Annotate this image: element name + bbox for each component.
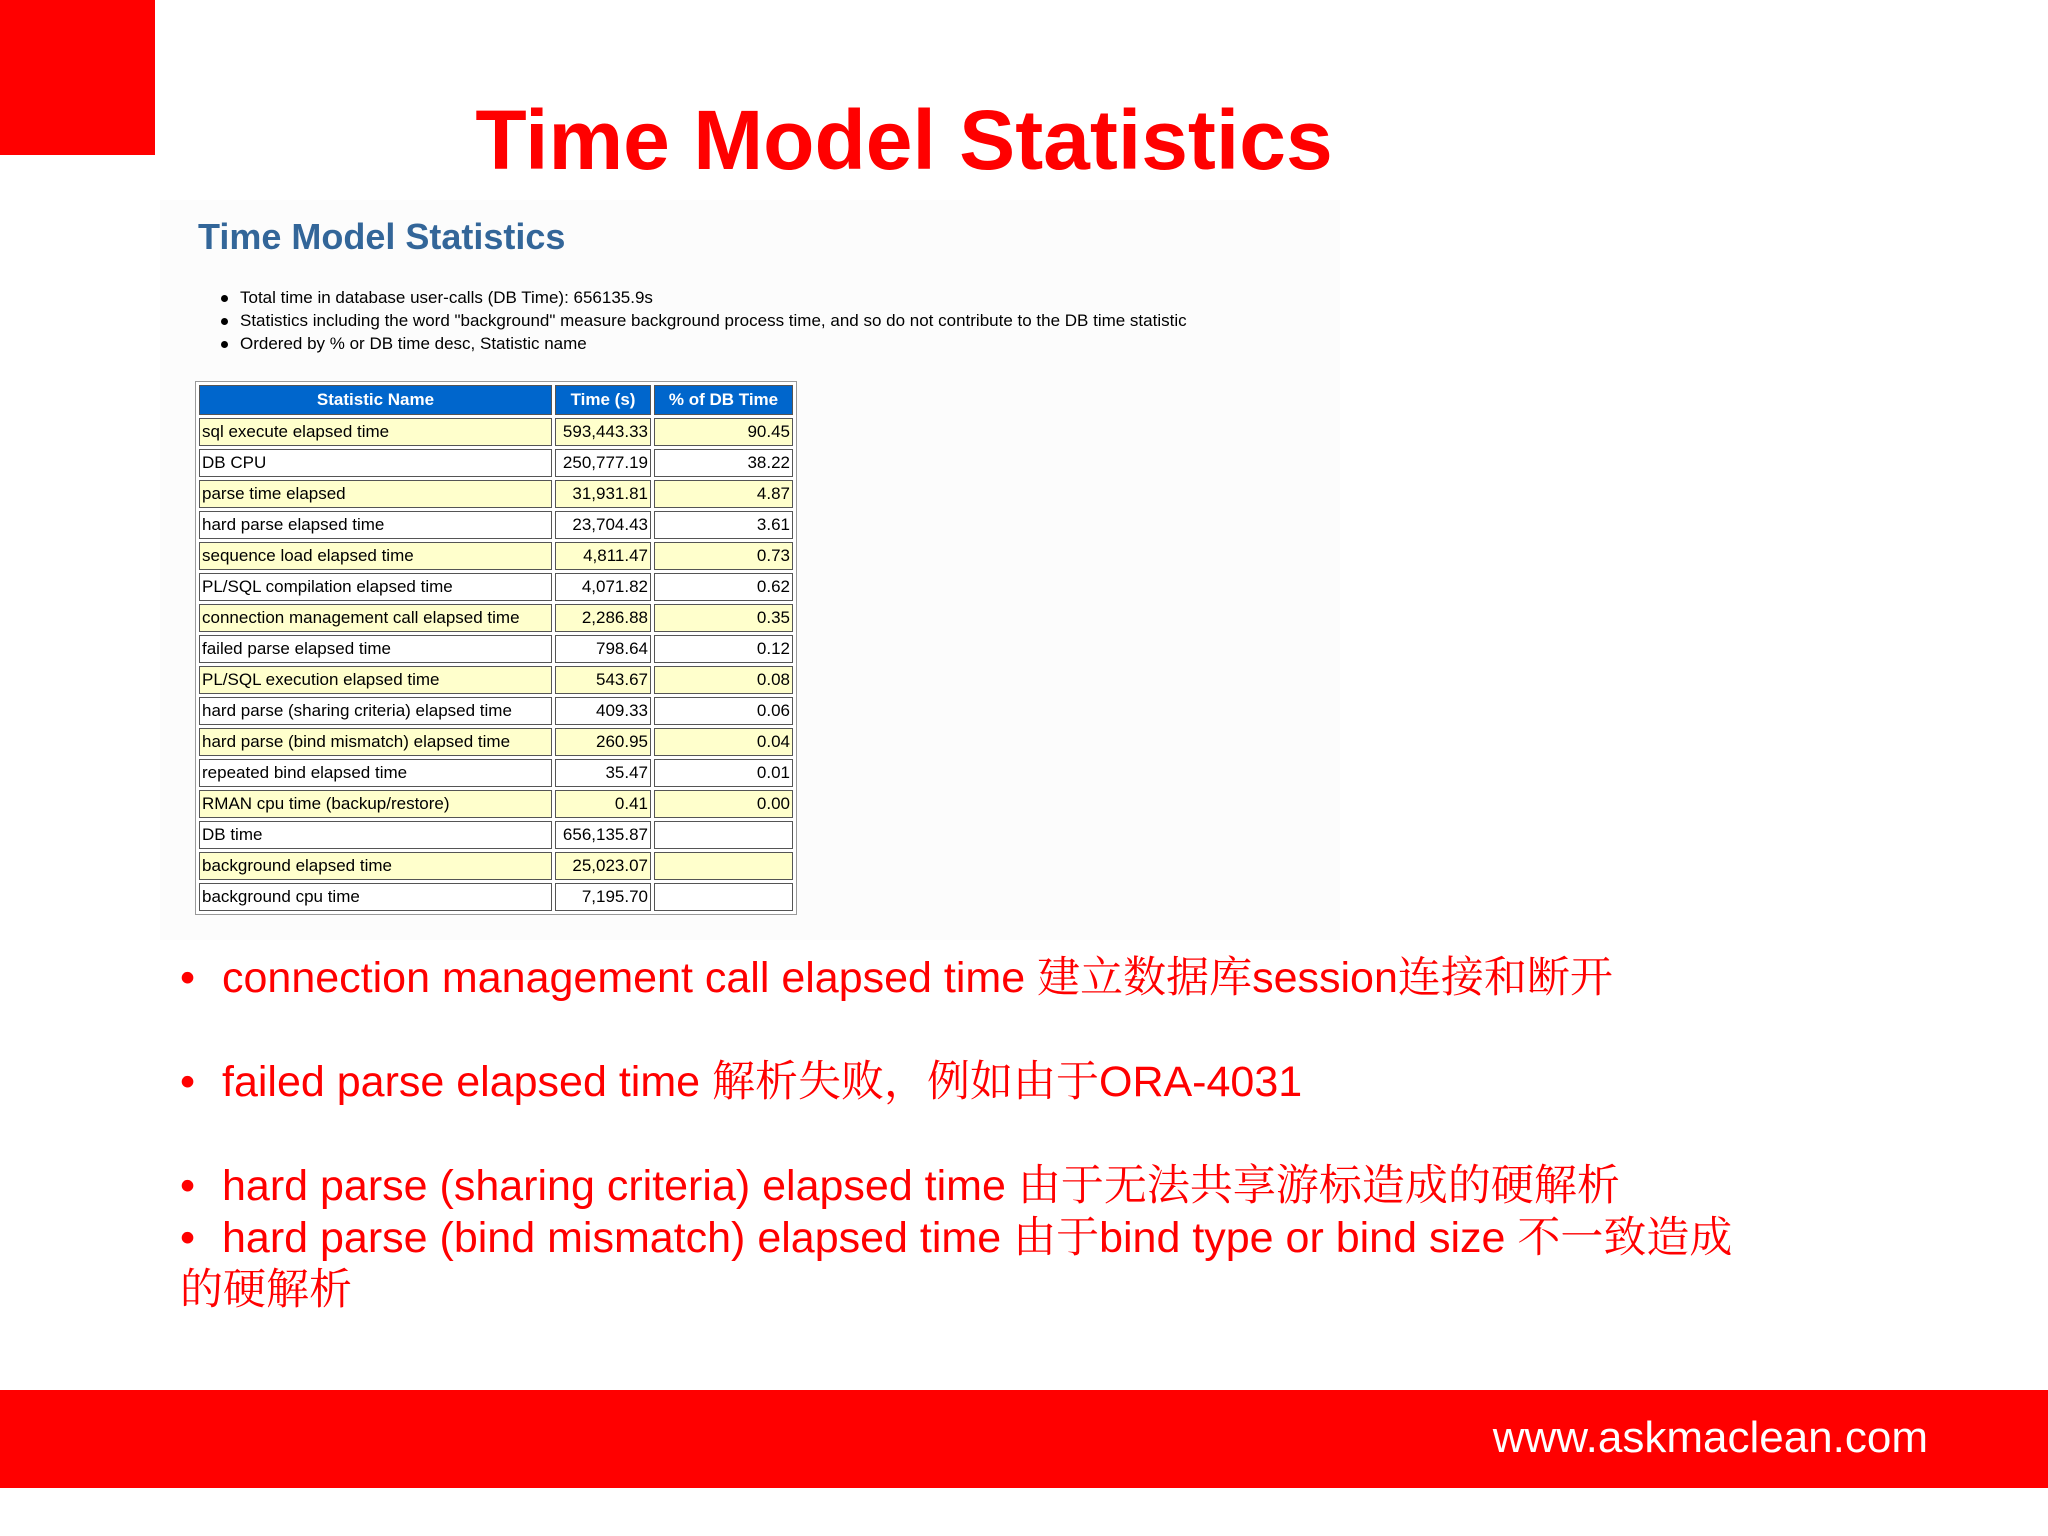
table-row bbox=[199, 759, 793, 787]
slide-title: Time Model Statistics bbox=[475, 93, 1333, 187]
report-note: Statistics including the word "background" measure background process time, and so do not contribute to the DB time statistic bbox=[218, 309, 1187, 332]
column-header-time: Time (s) bbox=[555, 385, 651, 415]
bullet-marker: • bbox=[180, 1058, 196, 1106]
table-row bbox=[199, 821, 793, 849]
bullet-marker: • bbox=[180, 954, 196, 1002]
statistic-name-cell: background cpu time bbox=[199, 883, 552, 911]
time-cell: 4,811.47 bbox=[555, 542, 651, 570]
statistic-name-cell: RMAN cpu time (backup/restore) bbox=[199, 790, 552, 818]
time-cell: 23,704.43 bbox=[555, 511, 651, 539]
table-row bbox=[199, 418, 793, 446]
pct-db-time-cell: 3.61 bbox=[654, 511, 793, 539]
bullet-item bbox=[180, 1160, 1740, 1212]
pct-db-time-cell: 4.87 bbox=[654, 480, 793, 508]
time-cell: 250,777.19 bbox=[555, 449, 651, 477]
statistic-name-cell: parse time elapsed bbox=[199, 480, 552, 508]
pct-db-time-cell: 0.01 bbox=[654, 759, 793, 787]
pct-db-time-cell: 0.00 bbox=[654, 790, 793, 818]
statistic-name-cell: failed parse elapsed time bbox=[199, 635, 552, 663]
pct-db-time-cell: 0.08 bbox=[654, 666, 793, 694]
statistic-name-cell: connection management call elapsed time bbox=[199, 604, 552, 632]
statistic-name-cell: hard parse (bind mismatch) elapsed time bbox=[199, 728, 552, 756]
pct-db-time-cell bbox=[654, 821, 793, 849]
bullet-text: hard parse (sharing criteria) elapsed time 由于无法共享游标造成的硬解析 bbox=[222, 1162, 1620, 1210]
pct-db-time-cell: 38.22 bbox=[654, 449, 793, 477]
pct-db-time-cell: 0.06 bbox=[654, 697, 793, 725]
table-row bbox=[199, 697, 793, 725]
statistic-name-cell: PL/SQL compilation elapsed time bbox=[199, 573, 552, 601]
statistic-name-cell: hard parse elapsed time bbox=[199, 511, 552, 539]
statistic-name-cell: repeated bind elapsed time bbox=[199, 759, 552, 787]
report-notes bbox=[218, 286, 1187, 355]
pct-db-time-cell bbox=[654, 852, 793, 880]
statistic-name-cell: hard parse (sharing criteria) elapsed time bbox=[199, 697, 552, 725]
table-row bbox=[199, 728, 793, 756]
explanation-bullets bbox=[180, 952, 1740, 1316]
table-row bbox=[199, 480, 793, 508]
bullet-item bbox=[180, 952, 1740, 1004]
time-cell: 7,195.70 bbox=[555, 883, 651, 911]
table-row bbox=[199, 883, 793, 911]
bullet-marker: • bbox=[180, 1162, 196, 1210]
statistic-name-cell: DB time bbox=[199, 821, 552, 849]
bullet-item bbox=[180, 1056, 1740, 1108]
column-header-pct-db-time: % of DB Time bbox=[654, 385, 793, 415]
pct-db-time-cell: 90.45 bbox=[654, 418, 793, 446]
time-cell: 0.41 bbox=[555, 790, 651, 818]
pct-db-time-cell: 0.62 bbox=[654, 573, 793, 601]
statistic-name-cell: sequence load elapsed time bbox=[199, 542, 552, 570]
statistic-name-cell: background elapsed time bbox=[199, 852, 552, 880]
bullet-text: connection management call elapsed time 建立数据库session连接和断开 bbox=[222, 954, 1613, 1002]
report-screenshot bbox=[160, 200, 1340, 940]
table-row bbox=[199, 852, 793, 880]
table-row bbox=[199, 449, 793, 477]
pct-db-time-cell: 0.04 bbox=[654, 728, 793, 756]
pct-db-time-cell: 0.73 bbox=[654, 542, 793, 570]
bullet-item bbox=[180, 1212, 1740, 1316]
time-cell: 31,931.81 bbox=[555, 480, 651, 508]
table-row bbox=[199, 511, 793, 539]
bullet-text: failed parse elapsed time 解析失败，例如由于ORA-4031 bbox=[222, 1058, 1303, 1106]
column-header-statistic-name: Statistic Name bbox=[199, 385, 552, 415]
time-model-table bbox=[195, 381, 797, 915]
pct-db-time-cell: 0.12 bbox=[654, 635, 793, 663]
report-note: Total time in database user-calls (DB Time): 656135.9s bbox=[218, 286, 1187, 309]
statistic-name-cell: PL/SQL execution elapsed time bbox=[199, 666, 552, 694]
time-cell: 4,071.82 bbox=[555, 573, 651, 601]
table-row bbox=[199, 635, 793, 663]
time-cell: 2,286.88 bbox=[555, 604, 651, 632]
time-cell: 35.47 bbox=[555, 759, 651, 787]
time-cell: 593,443.33 bbox=[555, 418, 651, 446]
table-row bbox=[199, 666, 793, 694]
table-header-row bbox=[199, 385, 793, 415]
table-row bbox=[199, 790, 793, 818]
time-cell: 656,135.87 bbox=[555, 821, 651, 849]
time-cell: 409.33 bbox=[555, 697, 651, 725]
table-row bbox=[199, 573, 793, 601]
statistic-name-cell: sql execute elapsed time bbox=[199, 418, 552, 446]
bullet-text: hard parse (bind mismatch) elapsed time 由于bind type or bind size 不一致造成的硬解析 bbox=[180, 1214, 1733, 1314]
time-cell: 798.64 bbox=[555, 635, 651, 663]
time-cell: 260.95 bbox=[555, 728, 651, 756]
report-heading: Time Model Statistics bbox=[198, 216, 566, 257]
table-row bbox=[199, 542, 793, 570]
time-cell: 25,023.07 bbox=[555, 852, 651, 880]
table-row bbox=[199, 604, 793, 632]
pct-db-time-cell: 0.35 bbox=[654, 604, 793, 632]
footer-bar bbox=[0, 1390, 2048, 1488]
statistic-name-cell: DB CPU bbox=[199, 449, 552, 477]
footer-url: www.askmaclean.com bbox=[1492, 1413, 1928, 1462]
pct-db-time-cell bbox=[654, 883, 793, 911]
time-cell: 543.67 bbox=[555, 666, 651, 694]
report-note: Ordered by % or DB time desc, Statistic name bbox=[218, 332, 1187, 355]
bullet-marker: • bbox=[180, 1214, 196, 1262]
